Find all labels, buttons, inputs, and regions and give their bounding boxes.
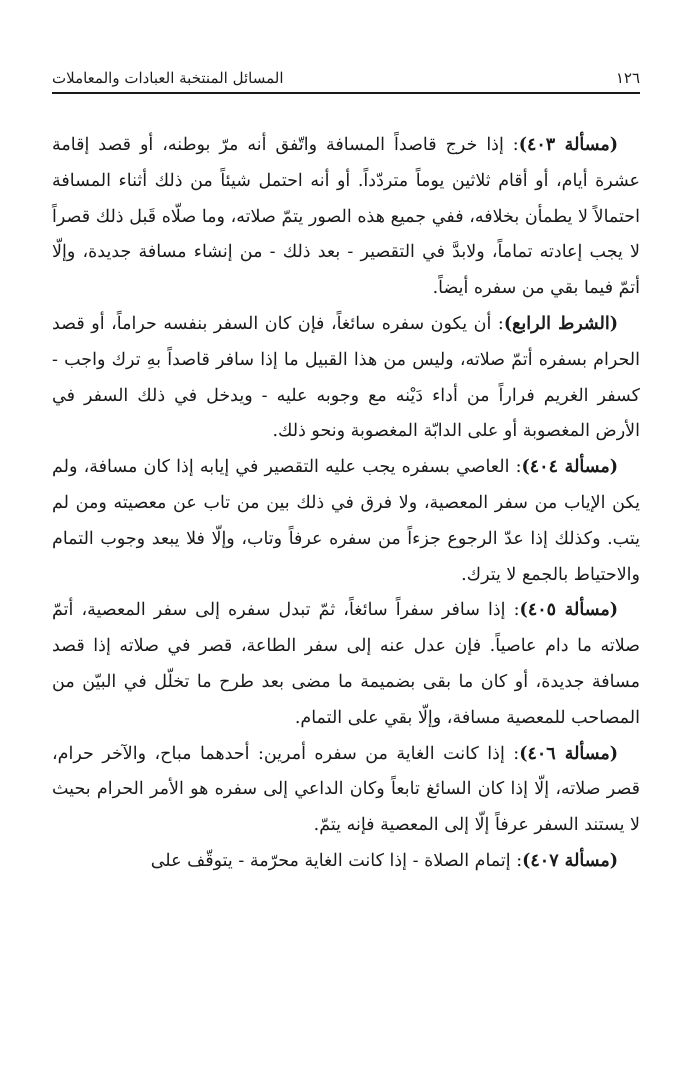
paragraph-masala-404	[52, 450, 640, 593]
body-text	[52, 128, 640, 880]
paragraph-label: (مسألة ٤٠٤)	[521, 457, 618, 478]
running-header	[52, 60, 640, 88]
paragraph-text: : إذا خرج قاصداً المسافة واتّفق أنه مرّ بوطنه، أو قصد إقامة عشرة أيام، أو أقام ثلاثين يوماً متردّداً. أو أنه احتمل شيئاً من ذلك أثناء المسافة احتمالاً لا يطمأن بخلافه، ففي جميع هذه الصور يتمّ صلاته، وما صلّاه قَبل ذلك قصراً لا يجب إعادته تماماً، ولابدَّ في التقصير - بعد ذلك - من إنشاء مسافة جديدة، وإلّا أتمّ فيما بقي من سفره أيضاً.	[52, 135, 640, 299]
paragraph-label: (مسألة ٤٠٧)	[522, 850, 618, 871]
running-title: المسائل المنتخبة العبادات والمعاملات	[52, 69, 284, 87]
paragraph-label: (مسألة ٤٠٥)	[519, 600, 618, 621]
paragraph-masala-406	[52, 737, 640, 844]
paragraph-text: : إذا سافر سفراً سائغاً، ثمّ تبدل سفره إلى سفر المعصية، أتمّ صلاته ما دام عاصياً. فإن عدل عنه إلى سفر الطاعة، قصر في صلاته إذا قصد مسافة جديدة، أو كان ما بقى بضميمة ما مضى بعد طرح ما تخلّل في البيّن من المصاحب للمعصية مسافة، وإلّا بقي على التمام.	[52, 600, 640, 728]
page-number: ١٢٦	[615, 69, 640, 87]
paragraph-label: (مسألة ٤٠٣)	[518, 135, 618, 155]
paragraph-text: : أن يكون سفره سائغاً، فإن كان السفر بنفسه حراماً، أو قصد الحرام بسفره أتمّ صلاته، وليس من هذا القبيل ما إذا سافر قاصداً بهِ ترك واجب - كسفر الغريم فراراً من أداء دَيْنه مع وجوبه عليه - ويدخل في ذلك السفر في الأرض المغصوبة أو على الدابّة المغصوبة ونحو ذلك.	[52, 313, 640, 442]
paragraph-text: : إتمام الصلاة - إذا كانت الغاية محرّمة - يتوقّف على	[150, 850, 523, 871]
paragraph-text: : إذا كانت الغاية من سفره أمرين: أحدهما مباح، والآخر حرام، قصر صلاته، إلّا إذا كان السائغ تابعاً وكان الداعي إلى سفره هو الأمر الحرام بحيث لا يستند السفر عرفاً إلّا إلى المعصية فإنه يتمّ.	[52, 743, 640, 836]
paragraph-masala-403	[52, 128, 640, 307]
paragraph-label: (مسألة ٤٠٦)	[519, 743, 619, 764]
paragraph-masala-407	[52, 844, 640, 880]
paragraph-text: : العاصي بسفره يجب عليه التقصير في إيابه إذا كان مسافة، ولم يكن الإياب من سفر المعصية، ولا فرق في ذلك بين من تاب عن معصيته ومن لم يتب. وكذلك إذا عدّ الرجوع جزءاً من سفره عرفاً وتاب، وإلّا فلا يبعد وجوب التمام والاحتياط بالجمع لا يترك.	[52, 457, 640, 585]
paragraph-label: (الشرط الرابع)	[503, 313, 618, 334]
header-rule	[52, 92, 640, 94]
paragraph-fourth-condition	[52, 307, 640, 450]
paragraph-masala-405	[52, 593, 640, 736]
